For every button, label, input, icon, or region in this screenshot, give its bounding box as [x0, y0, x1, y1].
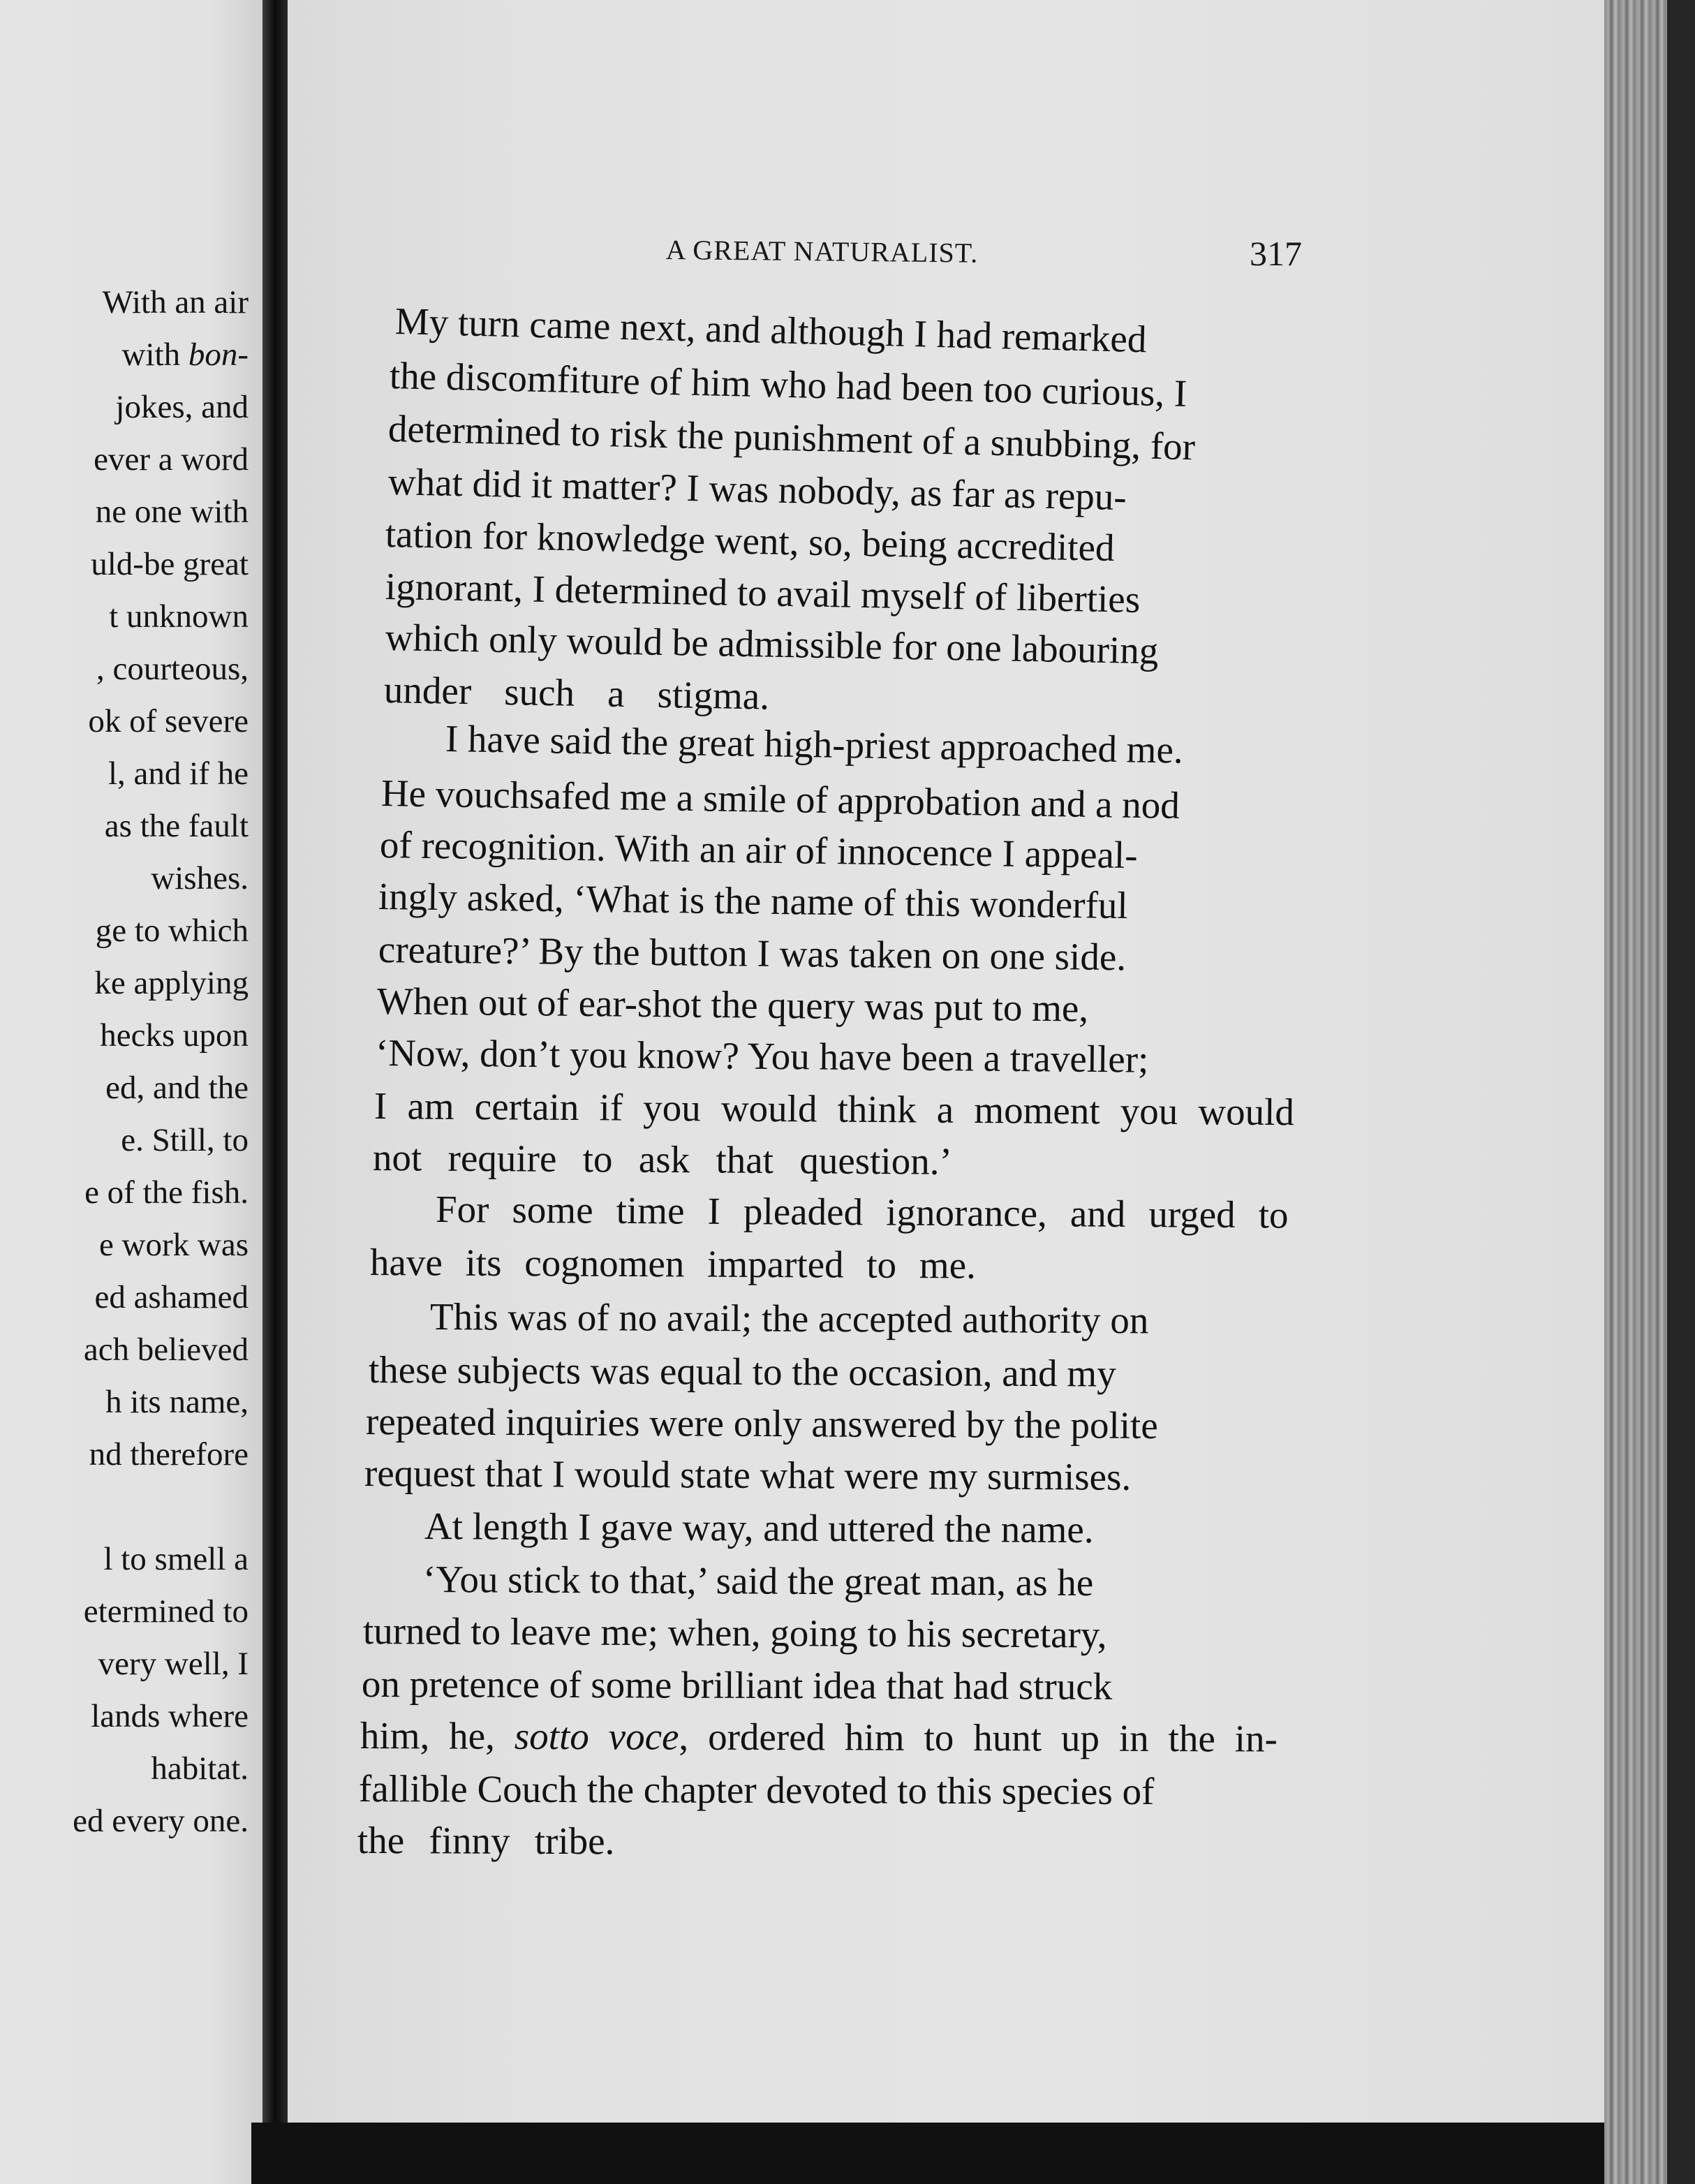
text-line: ‘You stick to that,’ said the great man, as he	[422, 1558, 1094, 1604]
facing-page-line: uld-be great	[91, 546, 249, 582]
text-line: turned to leave me; when, going to his secretary,	[362, 1609, 1107, 1656]
facing-page-line: l, and if he	[108, 755, 249, 792]
facing-page-line: e of the fish.	[84, 1174, 249, 1211]
facing-page-line: as the fault	[104, 808, 249, 844]
text-line: tation for knowledge went, so, being accredited	[385, 512, 1116, 570]
facing-page-line: jokes, and	[115, 389, 249, 425]
text-line: I have said the great high-priest approached me.	[445, 717, 1184, 772]
text-line: fallible Couch the chapter devoted to this species of	[358, 1767, 1155, 1813]
text-line: ingly asked, ‘What is the name of this wonderful	[378, 875, 1129, 927]
text-line: request that I would state what were my surmises.	[364, 1452, 1132, 1498]
text-line: these subjects was equal to the occasion, and my	[368, 1348, 1116, 1395]
text-line: ignorant, I determined to avail myself of liberties	[385, 565, 1141, 621]
facing-page-line: ne one with	[95, 494, 249, 530]
facing-page-line: , courteous,	[96, 651, 249, 687]
text-line: I am certain if you would think a moment you would	[373, 1084, 1295, 1134]
facing-page-line: l to smell a	[103, 1541, 249, 1577]
facing-page-line: hecks upon	[100, 1017, 249, 1054]
text-line: creature?’ By the button I was taken on one side.	[378, 928, 1127, 979]
text-line: My turn came next, and although I had remarked	[394, 300, 1148, 361]
facing-page-line: h its name,	[105, 1384, 249, 1420]
text-line: under such a stigma.	[383, 668, 770, 718]
text-line: the discomfiture of him who had been too curious, I	[389, 354, 1187, 415]
facing-page-line: nd therefore	[89, 1436, 249, 1473]
facing-page-line: habitat.	[151, 1750, 249, 1787]
facing-page-line: ever a word	[94, 441, 249, 478]
facing-page-line: t unknown	[109, 598, 249, 635]
text-line: For some time I pleaded ignorance, and urged to	[435, 1188, 1289, 1237]
text-line: him, he, sotto voce, ordered him to hunt up in the in-	[360, 1714, 1278, 1760]
facing-page-line: With an air	[102, 284, 249, 320]
text-line: This was of no avail; the accepted authority on	[429, 1295, 1149, 1342]
facing-page-line: very well, I	[98, 1646, 249, 1682]
page-number: 317	[1250, 234, 1302, 273]
running-head: A GREAT NATURALIST.	[665, 233, 979, 269]
text-line: When out of ear-shot the query was put to me,	[376, 980, 1089, 1030]
text-line: repeated inquiries were only answered by the polite	[365, 1400, 1158, 1447]
facing-page-line: ach believed	[83, 1331, 249, 1368]
facing-page-line: ok of severe	[88, 703, 249, 739]
facing-page-line: with bon-	[121, 337, 249, 373]
text-line: not require to ask that question.’	[372, 1136, 952, 1183]
text-line: He vouchsafed me a smile of approbation and a nod	[380, 772, 1180, 827]
facing-page-line: ke applying	[94, 965, 249, 1001]
facing-page-line: etermined to	[83, 1593, 249, 1630]
text-line: At length I gave way, and uttered the name.	[424, 1505, 1094, 1551]
text-line: determined to risk the punishment of a snubbing, for	[387, 407, 1196, 468]
text-line: what did it matter? I was nobody, as far as repu-	[387, 460, 1127, 519]
text-line: the finny tribe.	[357, 1819, 615, 1863]
facing-page-line: ed, and the	[105, 1070, 249, 1106]
facing-page-line: ge to which	[95, 913, 249, 949]
text-line: ‘Now, don’t you know? You have been a traveller;	[375, 1031, 1149, 1081]
facing-page-line: ed ashamed	[94, 1279, 249, 1315]
facing-page-line: e work was	[98, 1227, 249, 1263]
facing-page-line: wishes.	[151, 860, 249, 897]
text-line: on pretence of some brilliant idea that had struck	[361, 1662, 1113, 1708]
text-line: which only would be admissible for one labouring	[385, 616, 1159, 672]
facing-page-line: lands where	[91, 1698, 249, 1734]
text-line: of recognition. With an air of innocence I appeal-	[379, 823, 1138, 877]
text-line: have its cognomen imparted to me.	[369, 1241, 977, 1287]
facing-page-line: ed every one.	[73, 1803, 249, 1839]
facing-page-line: e. Still, to	[121, 1122, 249, 1158]
